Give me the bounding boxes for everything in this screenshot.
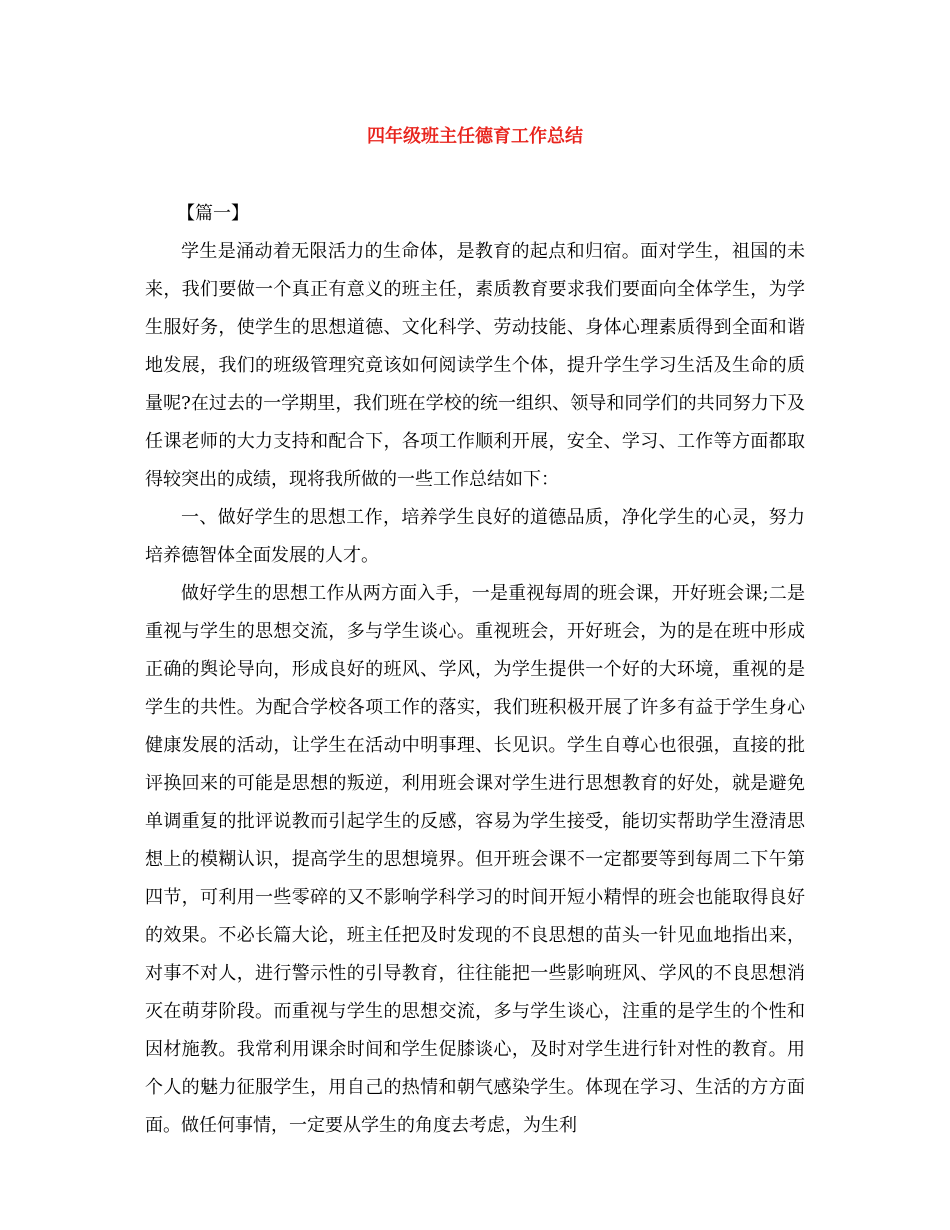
paragraph-point-one: 一、做好学生的思想工作，培养学生良好的道德品质，净化学生的心灵，努力培养德智体全面发展的人才。 bbox=[145, 507, 805, 566]
document-title: 四年级班主任德育工作总结 bbox=[367, 126, 583, 147]
paragraph-detail: 做好学生的思想工作从两方面入手，一是重视每周的班会课，开好班会课;二是重视与学生的思想交流，多与学生谈心。重视班会，开好班会，为的是在班中形成正确的舆论导向，形成良好的班风、学风，为学生提供一个好的大环境，重视的是学生的共性。为配合学校各项工作的落实，我们班积极开展了许多有益于学生身心健康发展的活动，让学生在活动中明事理、长见识。学生自尊心也很强，直接的批评换回来的可能是思想的叛逆，利用班会课对学生进行思想教育的好处，就是避免单调重复的批评说教而引起学生的反感，容易为学生接受，能切实帮助学生澄清思想上的模糊认识，提高学生的思想境界。但开班会课不一定都要等到每周二下午第四节，可利用一些零碎的又不影响学科学习的时间开短小精悍的班会也能取得良好的效果。不必长篇大论，班主任把及时发现的不良思想的苗头一针见血地指出来，对事不对人，进行警示性的引导教育，往往能把一些影响班风、学风的不良思想消灭在萌芽阶段。而重视与学生的思想交流，多与学生谈心，注重的是学生的个性和因材施教。我常利用课余时间和学生促膝谈心，及时对学生进行针对性的教育。用个人的魅力征服学生，用自己的热情和朝气感染学生。体现在学习、生活的方方面面。做任何事情，一定要从学生的角度去考虑，为生利 bbox=[145, 583, 805, 1136]
section-label: 【篇一】 bbox=[177, 203, 249, 224]
paragraph-intro: 学生是涌动着无限活力的生命体，是教育的起点和归宿。面对学生，祖国的未来，我们要做一个真正有意义的班主任，素质教育要求我们要面向全体学生，为学生服好务，使学生的思想道德、文化科学、劳动技能、身体心理素质得到全面和谐地发展，我们的班级管理究竟该如何阅读学生个体，提升学生学习生活及生命的质量呢?在过去的一学期里，我们班在学校的统一组织、领导和同学们的共同努力下及任课老师的大力支持和配合下，各项工作顺利开展，安全、学习、工作等方面都取得较突出的成绩，现将我所做的一些工作总结如下： bbox=[145, 241, 805, 490]
document-body bbox=[145, 195, 805, 1145]
